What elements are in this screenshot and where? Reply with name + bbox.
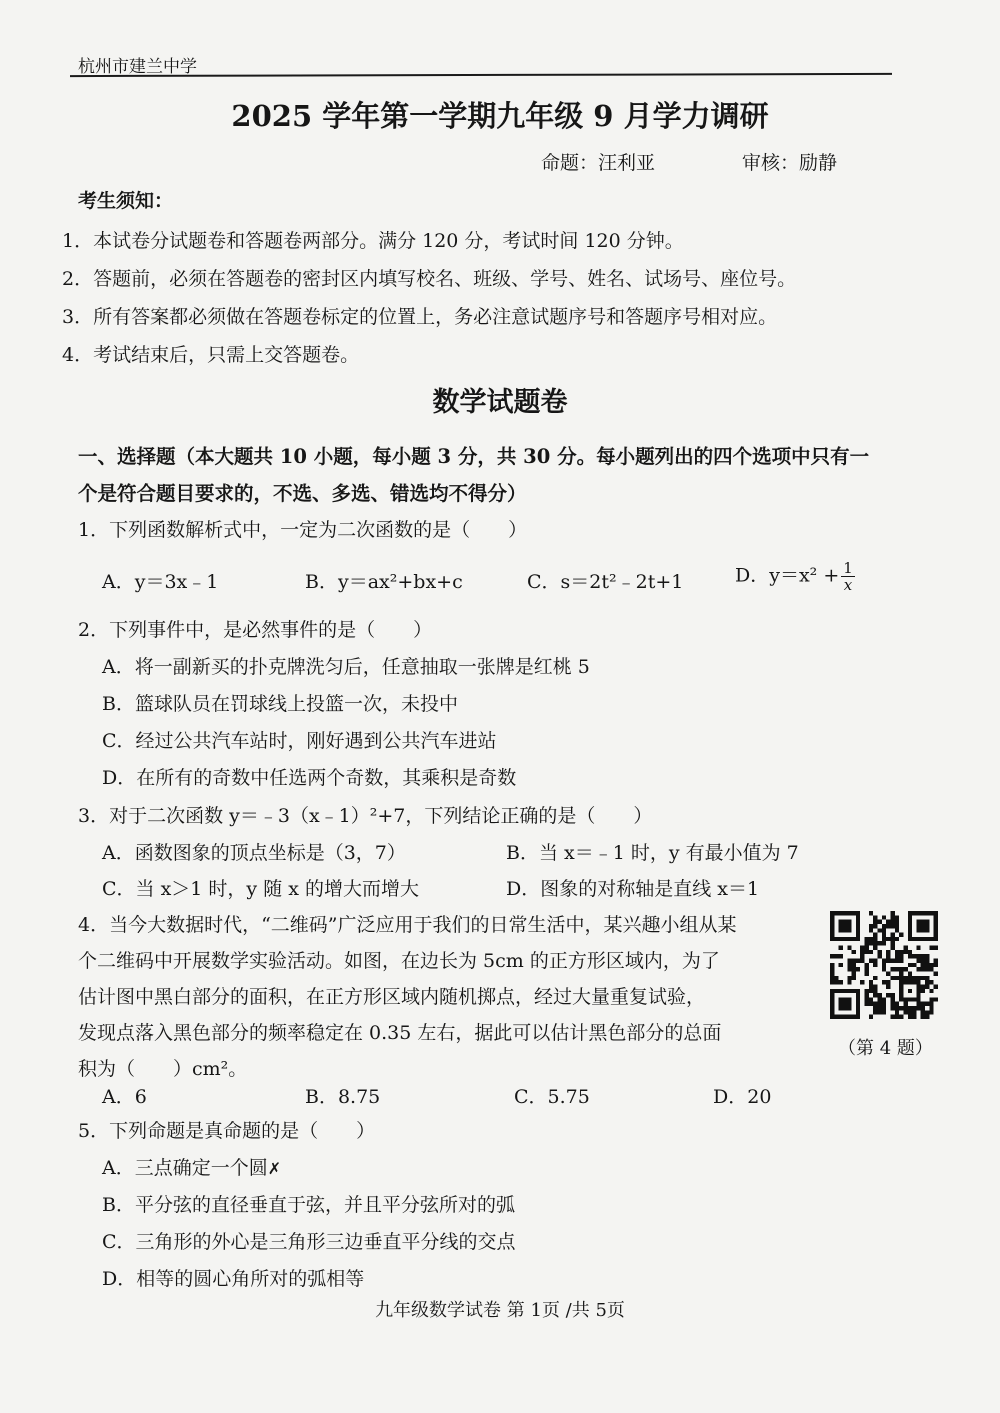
qr-module: [925, 984, 929, 988]
qr-module: [834, 954, 838, 958]
qr-module: [890, 915, 894, 919]
qr-module: [929, 1010, 933, 1014]
qr-module: [916, 920, 929, 933]
question-2-stem: 2．下列事件中，是必然事件的是（ ）: [78, 619, 433, 641]
qr-module: [830, 980, 834, 984]
qr-module: [921, 1015, 925, 1019]
qr-module: [878, 1010, 882, 1014]
notice-item-4: 4．考试结束后，只需上交答题卷。: [62, 344, 360, 366]
section-1-heading-line-2: 个是符合题目要求的，不选、多选、错选均不得分）: [78, 482, 527, 505]
qr-module: [860, 959, 864, 963]
qr-module: [860, 946, 864, 950]
question-5-option-c: C．三角形的外心是三角形三边垂直平分线的交点: [102, 1231, 516, 1253]
qr-module: [882, 959, 886, 963]
qr-module: [873, 1006, 877, 1010]
qr-module: [899, 933, 903, 937]
qr-module: [903, 967, 907, 971]
qr-module: [895, 954, 899, 958]
qr-module: [899, 1015, 903, 1019]
qr-module: [895, 937, 899, 941]
qr-module: [890, 1006, 894, 1010]
qr-module: [869, 950, 873, 954]
question-4-option-d: D．20: [713, 1086, 772, 1108]
qr-module: [886, 984, 890, 988]
qr-module: [878, 997, 882, 1001]
qr-module: [903, 1010, 907, 1014]
qr-module: [916, 954, 920, 958]
question-4-option-a: A．6: [102, 1086, 147, 1108]
qr-module: [865, 1002, 869, 1006]
qr-module: [903, 1002, 907, 1006]
qr-module: [890, 967, 894, 971]
qr-module: [916, 946, 920, 950]
exam-title: 2025 学年第一学期九年级 9 月学力调研: [231, 99, 769, 133]
qr-module: [916, 967, 920, 971]
qr-module: [908, 1015, 912, 1019]
question-5-option-d: D．相等的圆心角所对的弧相等: [102, 1268, 365, 1290]
qr-module: [882, 1010, 886, 1014]
qr-module: [882, 997, 886, 1001]
qr-module: [873, 959, 877, 963]
qr-module: [929, 1006, 933, 1010]
qr-module: [873, 1002, 877, 1006]
qr-module: [882, 1002, 886, 1006]
qr-module: [878, 941, 882, 945]
qr-module: [903, 976, 907, 980]
qr-module: [886, 924, 890, 928]
qr-module: [860, 950, 864, 954]
question-2-option-c: C．经过公共汽车站时，刚好遇到公共汽车进站: [102, 730, 497, 752]
qr-module: [921, 989, 925, 993]
qr-module: [830, 954, 834, 958]
qr-module: [895, 950, 899, 954]
question-5-option-b: B．平分弦的直径垂直于弦，并且平分弦所对的弧: [102, 1194, 515, 1216]
qr-module: [899, 950, 903, 954]
qr-module: [873, 937, 877, 941]
question-4-line-4: 发现点落入黑色部分的频率稳定在 0.35 左右，据此可以估计黑色部分的总面: [78, 1022, 722, 1044]
qr-module: [890, 959, 894, 963]
qr-module: [912, 976, 916, 980]
qr-module: [873, 946, 877, 950]
qr-module: [916, 976, 920, 980]
qr-module: [878, 954, 882, 958]
qr-module: [869, 924, 873, 928]
qr-module: [860, 954, 864, 958]
qr-module: [890, 946, 894, 950]
qr-module: [882, 915, 886, 919]
qr-module: [890, 924, 894, 928]
qr-module: [882, 980, 886, 984]
qr-module: [908, 1006, 912, 1010]
qr-module: [899, 967, 903, 971]
question-4-line-2: 个二维码中开展数学实验活动。如图，在边长为 5cm 的正方形区域内，为了: [78, 950, 720, 972]
fraction: [841, 560, 855, 593]
qr-module: [873, 989, 877, 993]
question-4-option-c: C．5.75: [514, 1086, 590, 1108]
qr-module: [929, 989, 933, 993]
qr-module: [895, 1002, 899, 1006]
qr-module: [912, 1010, 916, 1014]
qr-module: [934, 959, 938, 963]
qr-module: [890, 993, 894, 997]
qr-module: [869, 937, 873, 941]
qr-module: [830, 963, 834, 967]
question-4-line-5: 积为（ ）cm²。: [78, 1058, 248, 1080]
qr-module: [921, 954, 925, 958]
fraction-numerator: 1: [843, 559, 853, 577]
fraction-denominator: x: [843, 576, 853, 594]
qr-module: [908, 989, 912, 993]
qr-module: [899, 971, 903, 975]
qr-module: [929, 963, 933, 967]
reviewer-label: 审核：励静: [742, 152, 838, 174]
qr-module: [886, 937, 890, 941]
qr-module: [929, 997, 933, 1001]
qr-module: [908, 963, 912, 967]
qr-module: [929, 967, 933, 971]
notice-item-3: 3．所有答案都必须做在答题卷标定的位置上，务必注意试题序号和答题序号相对应。: [62, 306, 778, 328]
qr-module: [912, 1006, 916, 1010]
qr-module: [908, 950, 912, 954]
qr-module: [839, 954, 843, 958]
qr-module: [912, 963, 916, 967]
qr-module: [865, 950, 869, 954]
qr-module: [847, 946, 851, 950]
qr-module: [873, 920, 877, 924]
qr-module: [895, 915, 899, 919]
qr-module: [921, 1002, 925, 1006]
qr-module: [852, 950, 856, 954]
qr-module: [895, 1010, 899, 1014]
qr-module: [882, 1006, 886, 1010]
question-3-option-c: C．当 x＞1 时，y 随 x 的增大而增大: [102, 878, 419, 900]
qr-module: [934, 963, 938, 967]
question-3-option-a: A．函数图象的顶点坐标是（3，7）: [102, 842, 406, 864]
qr-module: [925, 954, 929, 958]
qr-module: [873, 984, 877, 988]
question-2-option-d: D．在所有的奇数中任选两个奇数，其乘积是奇数: [102, 767, 517, 789]
school-name: 杭州市建兰中学: [78, 57, 197, 77]
qr-module: [895, 1006, 899, 1010]
qr-module: [869, 959, 873, 963]
qr-module: [869, 980, 873, 984]
qr-module: [865, 989, 869, 993]
qr-module: [873, 963, 877, 967]
qr-module: [878, 1006, 882, 1010]
question-4-line-3: 估计图中黑白部分的面积，在正方形区域内随机掷点，经过大量重复试验，: [78, 986, 706, 1008]
qr-module: [839, 920, 852, 933]
qr-module: [925, 1002, 929, 1006]
qr-module: [847, 967, 851, 971]
qr-module: [903, 1006, 907, 1010]
qr-module: [895, 959, 899, 963]
qr-module: [856, 967, 860, 971]
qr-module: [895, 967, 899, 971]
qr-module: [847, 976, 851, 980]
qr-module: [895, 924, 899, 928]
qr-module: [882, 924, 886, 928]
qr-module: [873, 933, 877, 937]
qr-module: [921, 1006, 925, 1010]
qr-module: [869, 997, 873, 1001]
notice-heading: 考生须知：: [78, 190, 174, 212]
question-5-stem: 5．下列命题是真命题的是（ ）: [78, 1120, 376, 1142]
qr-module: [895, 976, 899, 980]
qr-module: [869, 911, 873, 915]
qr-module: [908, 971, 912, 975]
qr-module: [873, 976, 877, 980]
qr-module: [869, 1002, 873, 1006]
question-3-option-b: B．当 x＝﹣1 时，y 有最小值为 7: [506, 842, 799, 864]
qr-module: [934, 984, 938, 988]
qr-module: [916, 959, 920, 963]
qr-module: [852, 967, 856, 971]
qr-module: [916, 1006, 920, 1010]
qr-module: [865, 993, 869, 997]
qr-module: [890, 976, 894, 980]
qr-module: [852, 959, 856, 963]
qr-module: [899, 976, 903, 980]
qr-module: [878, 920, 882, 924]
qr-module: [860, 980, 864, 984]
qr-module: [925, 1010, 929, 1014]
qr-module: [878, 993, 882, 997]
qr-module: [899, 959, 903, 963]
question-1-option-c: C．s＝2t²﹣2t+1: [527, 571, 684, 593]
qr-module: [890, 997, 894, 1001]
question-2-option-b: B．篮球队员在罚球线上投篮一次，未投中: [102, 693, 458, 715]
qr-module: [929, 980, 933, 984]
qr-module: [903, 946, 907, 950]
qr-module: [886, 959, 890, 963]
handwritten-cross-mark: ✗: [267, 1159, 282, 1178]
qr-module: [886, 920, 890, 924]
qr-module: [839, 963, 843, 967]
qr-module: [921, 984, 925, 988]
qr-module: [852, 971, 856, 975]
qr-module: [921, 1010, 925, 1014]
qr-module: [886, 980, 890, 984]
qr-module: [899, 954, 903, 958]
qr-module: [916, 1002, 920, 1006]
qr-module: [852, 976, 856, 980]
qr-module: [869, 984, 873, 988]
question-1-option-a: A．y＝3x﹣1: [102, 571, 219, 593]
qr-module: [839, 997, 852, 1010]
qr-module: [847, 963, 851, 967]
question-1-option-d: [735, 560, 855, 593]
qr-module: [865, 941, 869, 945]
qr-module: [890, 1002, 894, 1006]
figure-4-caption: （第 4 题）: [838, 1038, 933, 1059]
question-3-option-d: D．图象的对称轴是直线 x＝1: [506, 878, 760, 900]
qr-module: [865, 963, 869, 967]
qr-module: [890, 920, 894, 924]
qr-module: [865, 937, 869, 941]
qr-module: [882, 941, 886, 945]
question-5-option-a: [102, 1153, 281, 1180]
qr-module: [921, 959, 925, 963]
qr-module: [869, 928, 873, 932]
qr-module: [830, 967, 834, 971]
qr-module: [865, 967, 869, 971]
qr-module: [865, 946, 869, 950]
paper-title: 数学试题卷: [432, 387, 568, 418]
question-5-option-a-text: A．三点确定一个圆: [102, 1157, 268, 1179]
page-footer: 九年级数学试卷 第 1页 /共 5页: [375, 1300, 625, 1321]
qr-module: [882, 967, 886, 971]
qr-module: [852, 963, 856, 967]
qr-module: [869, 941, 873, 945]
qr-module: [890, 911, 894, 915]
qr-module: [873, 993, 877, 997]
qr-module: [925, 1015, 929, 1019]
question-4-line-1: 4．当今大数据时代，“二维码”广泛应用于我们的日常生活中，某兴趣小组从某: [78, 914, 737, 936]
qr-module: [908, 1010, 912, 1014]
qr-module: [890, 937, 894, 941]
qr-module: [925, 976, 929, 980]
qr-module: [899, 1006, 903, 1010]
qr-module: [882, 928, 886, 932]
qr-module: [869, 1015, 873, 1019]
qr-module: [869, 989, 873, 993]
author-label: 命题：汪利亚: [541, 152, 656, 174]
qr-module: [839, 946, 843, 950]
qr-module: [921, 967, 925, 971]
question-3-stem: 3．对于二次函数 y＝﹣3（x﹣1）²+7，下列结论正确的是（ ）: [78, 805, 653, 827]
qr-module: [908, 976, 912, 980]
qr-module: [882, 937, 886, 941]
notice-item-2: 2．答题前，必须在答题卷的密封区内填写校名、班级、学号、姓名、试场号、座位号。: [62, 268, 797, 290]
qr-module: [890, 933, 894, 937]
qr-module: [890, 1015, 894, 1019]
qr-code-figure: [830, 910, 938, 1020]
qr-module: [903, 950, 907, 954]
qr-module: [830, 971, 834, 975]
qr-module: [886, 993, 890, 997]
question-1-option-b: B．y＝ax²+bx+c: [305, 571, 463, 593]
qr-module: [878, 950, 882, 954]
qr-module: [934, 971, 938, 975]
section-1-heading-line-1: 一、选择题（本大题共 10 小题，每小题 3 分，共 30 分。每小题列出的四个选项中只有一: [78, 445, 870, 468]
qr-module: [925, 959, 929, 963]
qr-module: [912, 954, 916, 958]
qr-module: [834, 976, 838, 980]
question-4-option-b: B．8.75: [305, 1086, 381, 1108]
qr-module: [895, 1015, 899, 1019]
question-1-option-d-prefix: D．y＝x² +: [735, 564, 840, 587]
qr-module: [882, 933, 886, 937]
qr-module: [925, 967, 929, 971]
qr-module: [925, 963, 929, 967]
qr-module: [839, 980, 843, 984]
qr-module: [847, 980, 851, 984]
notice-item-1: 1．本试卷分试题卷和答题卷两部分。满分 120 分，考试时间 120 分钟。: [62, 230, 684, 252]
qr-module: [921, 976, 925, 980]
question-2-option-a: A．将一副新买的扑克牌洗匀后，任意抽取一张牌是红桃 5: [102, 656, 590, 678]
qr-module: [886, 950, 890, 954]
qr-module: [878, 928, 882, 932]
qr-module: [834, 980, 838, 984]
qr-module: [929, 1002, 933, 1006]
qr-module: [934, 946, 938, 950]
qr-module: [878, 1002, 882, 1006]
question-1-stem: 1．下列函数解析式中，一定为二次函数的是（ ）: [78, 519, 528, 541]
qr-module: [929, 946, 933, 950]
qr-module: [865, 971, 869, 975]
qr-module: [908, 954, 912, 958]
qr-module: [925, 980, 929, 984]
qr-module: [873, 924, 877, 928]
qr-module: [847, 959, 851, 963]
qr-module: [890, 941, 894, 945]
qr-module: [895, 928, 899, 932]
qr-module: [886, 971, 890, 975]
qr-module: [873, 1010, 877, 1014]
qr-module: [830, 976, 834, 980]
qr-module: [921, 963, 925, 967]
qr-module: [856, 959, 860, 963]
qr-module: [912, 1015, 916, 1019]
qr-module: [886, 954, 890, 958]
qr-module: [873, 915, 877, 919]
qr-module: [873, 941, 877, 945]
qr-module: [895, 920, 899, 924]
qr-module: [882, 963, 886, 967]
qr-module: [865, 997, 869, 1001]
qr-module: [934, 997, 938, 1001]
